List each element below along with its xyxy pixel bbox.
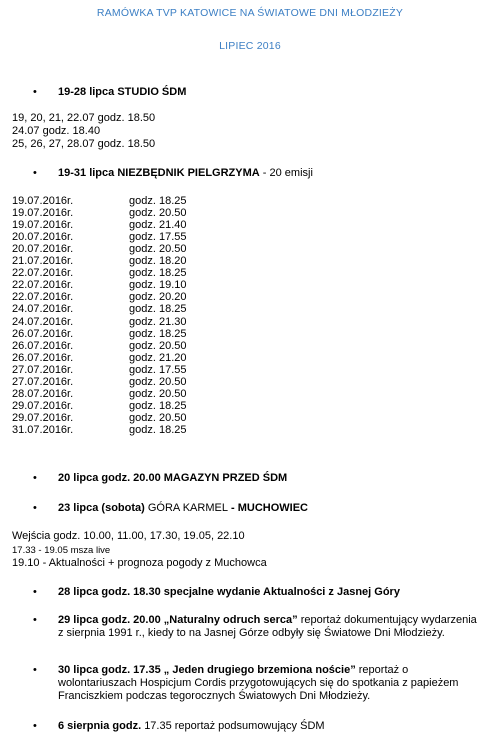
schedule-time: godz. 18.25 (129, 424, 187, 436)
magazyn-heading (58, 472, 287, 484)
schedule-date: 22.07.2016r. (12, 291, 74, 303)
schedule-time: godz. 18.25 (129, 400, 187, 412)
schedule-date: 27.07.2016r. (12, 364, 74, 376)
studio-heading-bold: 19-28 lipca (58, 86, 115, 98)
studio-line: 24.07 godz. 18.40 (12, 125, 101, 137)
karmel-heading-normal: GÓRA KARMEL (147, 502, 228, 514)
schedule-time: godz. 20.50 (129, 340, 187, 352)
studio-heading-rest: STUDIO ŚDM (114, 86, 187, 98)
schedule-date: 28.07.2016r. (12, 388, 74, 400)
schedule-time: godz. 20.50 (129, 243, 187, 255)
podsumowanie-rest: 17.35 reportaż podsumowujący ŚDM (144, 720, 325, 732)
schedule-time: godz. 20.50 (129, 412, 187, 424)
schedule-date: 27.07.2016r. (12, 376, 74, 388)
podsumowanie-bold: 6 sierpnia godz. (58, 720, 145, 732)
karmel-mass: 17.33 - 19.05 msza live (12, 545, 111, 556)
document-title: RAMÓWKA TVP KATOWICE NA ŚWIATOWE DNI MŁODZIEŻY (96, 7, 404, 19)
odruch-rest: reportaż dokumentujący wydarzenia z sierpnia 1991 r., kiedy to na Jasnej Górze odbyły się Światowe Dni Młodzieży. (58, 614, 477, 639)
karmel-heading-bold: 23 lipca (sobota) (58, 502, 148, 514)
studio-line: 19, 20, 21, 22.07 godz. 18.50 (12, 112, 156, 124)
schedule-date: 22.07.2016r. (12, 267, 74, 279)
schedule-date: 26.07.2016r. (12, 328, 74, 340)
schedule-date: 29.07.2016r. (12, 412, 74, 424)
bullet: • (33, 720, 37, 732)
brzemiona-bold: 30 lipca godz. 17.35 „ Jeden drugiego brzemiona noście” (58, 664, 356, 676)
schedule-time: godz. 17.55 (129, 231, 187, 243)
schedule-date: 26.07.2016r. (12, 352, 74, 364)
karmel-entries: Wejścia godz. 10.00, 11.00, 17.30, 19.05, 22.10 (12, 530, 245, 542)
bullet: • (33, 86, 37, 98)
bullet: • (33, 502, 37, 514)
karmel-heading (58, 502, 308, 514)
document-subtitle: LIPIEC 2016 (219, 40, 281, 52)
brzemiona-paragraph (58, 664, 478, 703)
schedule-time: godz. 17.55 (129, 364, 187, 376)
schedule-time: godz. 20.50 (129, 388, 187, 400)
schedule-time: godz. 21.40 (129, 219, 187, 231)
bullet: • (33, 167, 37, 179)
schedule-time: godz. 18.25 (129, 195, 187, 207)
schedule-date: 22.07.2016r. (12, 279, 74, 291)
bullet: • (33, 472, 37, 484)
karmel-heading-bold-2: - MUCHOWIEC (227, 502, 308, 514)
studio-heading (58, 86, 186, 98)
schedule-time: godz. 18.25 (129, 303, 187, 315)
bullet: • (33, 664, 37, 676)
schedule-date: 29.07.2016r. (12, 400, 74, 412)
bullet: • (33, 614, 37, 626)
schedule-date: 19.07.2016r. (12, 207, 74, 219)
schedule-date: 19.07.2016r. (12, 219, 74, 231)
schedule-time: godz. 19.10 (129, 279, 187, 291)
karmel-news: 19.10 - Aktualności + prognoza pogody z Muchowca (12, 557, 267, 569)
jasna-gora-text: 28 lipca godz. 18.30 specjalne wydanie Aktualności z Jasnej Góry (58, 586, 400, 598)
pielgrzym-heading (58, 167, 313, 179)
schedule-date: 31.07.2016r. (12, 424, 74, 436)
schedule-time: godz. 18.20 (129, 255, 187, 267)
studio-line: 25, 26, 27, 28.07 godz. 18.50 (12, 138, 156, 150)
schedule-date: 21.07.2016r. (12, 255, 74, 267)
schedule-time: godz. 21.20 (129, 352, 187, 364)
bullet: • (33, 586, 37, 598)
odruch-paragraph (58, 614, 478, 640)
schedule-time: godz. 20.50 (129, 376, 187, 388)
schedule-date: 24.07.2016r. (12, 303, 74, 315)
schedule-time: godz. 21.30 (129, 316, 187, 328)
schedule-time: godz. 20.20 (129, 291, 187, 303)
jasna-gora-heading (58, 586, 400, 598)
brzemiona-rest: reportaż o wolontariuszach Hospicjum Cordis przygotowujących się do spotkania z papieżem Franciszkiem podczas tegorocznych Światowych Dni Młodzieży. (58, 664, 459, 702)
pielgrzym-heading-bold: 19-31 lipca NIEZBĘDNIK PIELGRZYMA (58, 167, 260, 179)
schedule-time: godz. 18.25 (129, 267, 187, 279)
magazyn-text: 20 lipca godz. 20.00 MAGAZYN PRZED ŚDM (58, 472, 288, 484)
schedule-date: 19.07.2016r. (12, 195, 74, 207)
podsumowanie-heading (58, 720, 325, 732)
schedule-time: godz. 20.50 (129, 207, 187, 219)
pielgrzym-heading-rest: - 20 emisji (259, 167, 313, 179)
schedule-time: godz. 18.25 (129, 328, 187, 340)
schedule-date: 20.07.2016r. (12, 231, 74, 243)
schedule-date: 24.07.2016r. (12, 316, 74, 328)
odruch-bold: 29 lipca godz. 20.00 „Naturalny odruch serca” (58, 614, 298, 626)
schedule-date: 26.07.2016r. (12, 340, 74, 352)
schedule-date: 20.07.2016r. (12, 243, 74, 255)
